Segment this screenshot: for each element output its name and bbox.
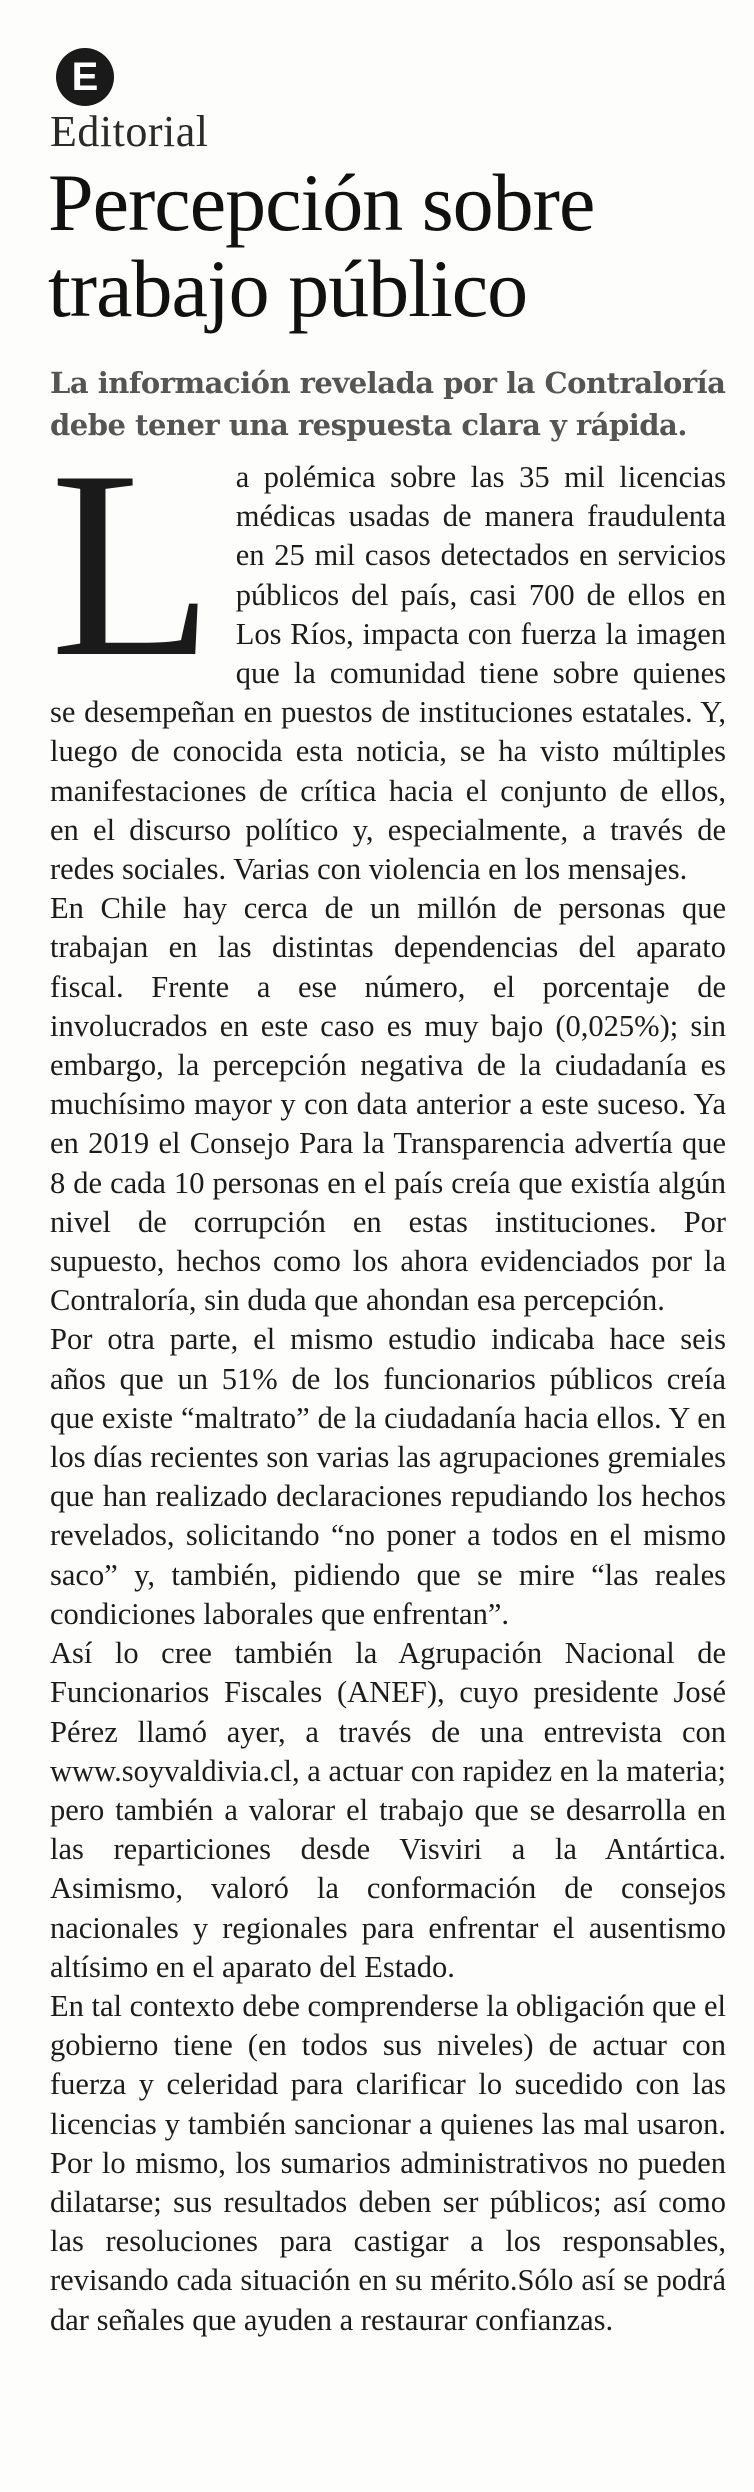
article-paragraph bbox=[50, 415, 726, 889]
drop-cap: L bbox=[50, 415, 214, 712]
article-body bbox=[50, 415, 726, 2340]
article-paragraph: Por otra parte, el mismo estudio indicaba hace seis años que un 51% de los funcionarios públicos creía que existe “maltrato” de la ciudadanía hacia ellos. Y en los días recientes son varias las agrupaciones gremiales que han realizado declaraciones repudiando los hechos revelados, solicitando “no poner a todos en el mismo saco” y, también, pidiendo que se mire “las reales condiciones laborales que enfrentan”. bbox=[50, 1322, 726, 1631]
article-paragraph: Así lo cree también la Agrupación Nacional de Funcionarios Fiscales (ANEF), cuyo presidente José Pérez llamó ayer, a través de una entrevista con www.soyvaldivia.cl, a actuar con rapidez en la materia; pero también a valorar el trabajo que se desarrolla en las reparticiones desde Visviri a la Antártica. Asimismo, valoró la conformación de consejos nacionales y regionales para enfrentar el ausentismo altísimo en el aparato del Estado. bbox=[50, 1636, 726, 1984]
article-paragraph: En Chile hay cerca de un millón de personas que trabajan en las distintas dependencias del aparato fiscal. Frente a ese número, el porcentaje de involucrados en este caso es muy bajo (0,025%); sin embargo, la percepción negativa de la ciudadanía es muchísimo mayor y con data anterior a este suceso. Ya en 2019 el Consejo Para la Transparencia advertía que 8 de cada 10 personas en el país creía que existía algún nivel de corrupción en estas instituciones. Por supuesto, hechos como los ahora evidenciados por la Contraloría, sin duda que ahondan esa percepción. bbox=[50, 891, 726, 1318]
article-deck: La información revelada por la Contraloría debe tener una respuesta clara y rápida. bbox=[50, 366, 726, 442]
paragraph-text: a polémica sobre las 35 mil licencias médicas usadas de manera fraudulenta en 25 mil casos detectados en servicios públicos del país, casi 700 de ellos en Los Ríos, impacta con fuerza la imagen que la comunidad tiene sobre quienes se desempeñan en puestos de instituciones estatales. Y, luego de conocida esta noticia, se ha visto múltiples manifestaciones de crítica hacia el conjunto de ellos, en el discurso político y, especialmente, a través de redes sociales. Varias con violencia en los mensajes. bbox=[50, 460, 726, 887]
article-paragraph: En tal contexto debe comprenderse la obligación que el gobierno tiene (en todos sus niveles) de actuar con fuerza y celeridad para clarificar lo sucedido con las licencias y también sancionar a quienes las mal usaron. Por lo mismo, los sumarios administrativos no pueden dilatarse; sus resultados deben ser públicos; así como las resoluciones para castigar a los responsables, revisando cada situación en su mérito.Sólo así se podrá dar señales que ayuden a restaurar confianzas. bbox=[50, 1988, 726, 2337]
article-headline: Percepción sobre trabajo público bbox=[48, 157, 595, 334]
section-label: Editorial bbox=[50, 107, 209, 156]
section-badge-icon: E bbox=[56, 48, 114, 106]
